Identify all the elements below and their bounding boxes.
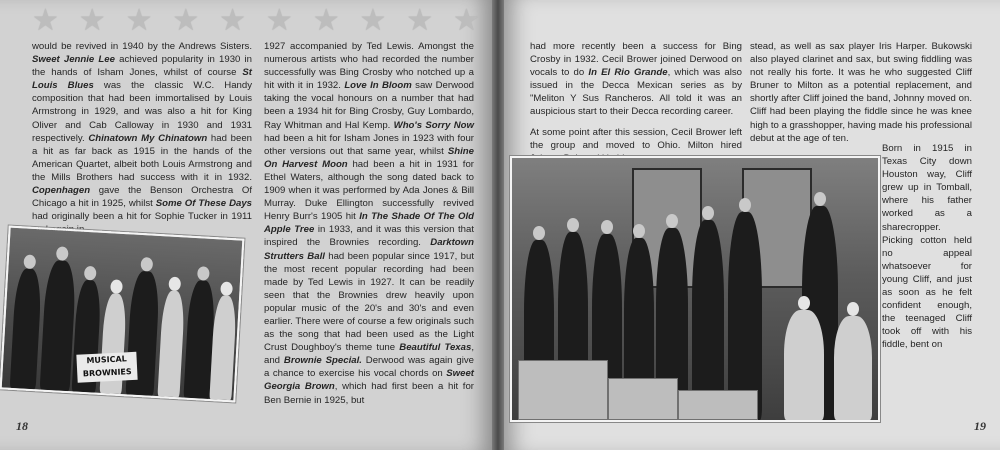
band-photo-musical-brownies [0,226,244,403]
text-run: gave the Benson Orchestra Of Chicago a hit in 1925, whilst [32,185,252,210]
song-title: In El Rio Grande [588,67,668,79]
paragraph [750,40,972,145]
text-run: had been popular since 1917, but the most recent popular recording had been made by Ted Lewis in 1927. It can be readily seen that the Brownies drew heavily upon popular music of the 20's and 30's and even earlier. There were of course a few originals such as the song that had been used as the Light Crust Doughboy's theme tune [264,250,474,354]
right-column-2 [750,40,972,152]
star-icon: ★ [406,3,434,38]
star-icon: ★ [125,3,153,38]
page-number-right: 19 [974,419,986,433]
text-run: had originally been a hit for Sophie Tucker in 1911 [32,211,252,223]
paragraph [32,40,252,236]
text-run: Born in 1915 in Texas City down Houston way, Cliff grew up in Tomball, where his father worked as a sharecropper. Picking cotton held no appeal whatsoever for young Cliff, and just as soon as he felt confident enough, the teenaged Cliff took off with his fiddle, bent on [882,143,972,351]
page-number-left: 18 [16,419,28,433]
text-run: , which had first been a hit for Ben Bernie in 1925, but [264,381,475,406]
song-title: St Louis Blues [32,67,252,92]
song-title: Shine On Harvest Moon [264,145,474,170]
text-run: stead, as well as sax player Iris Harper. Bukowski also played clarinet and sax, but swing fiddling was not really his forte. It was he who suggested Cliff Bruner to Milton as a potential replacement, and shortly after Cliff joined the band, Johnny moved on. Cliff had been playing the fiddle since he was knee high to a grasshopper, having made his professional debut at the age of ten. [750,41,972,144]
text-run: was the classic W.C. Handy composition that had been immortalised by Louis Armstrong in 1929, and was also a hit for King Oliver and Cab Calloway in 1930 and 1931 respectively. [32,80,253,144]
song-title: Some Of These Days [155,198,252,210]
text-run: saw Derwood taking the vocal honours on a number that had been a 1934 hit for Bing Crosby, Guy Lombardo, Ray Whitman and Hal Kemp. [264,80,475,131]
text-run: had been a hit in 1931 for Ethel Waters, although the song dated back to 1909 when it was performed by Ada Jones & Bill Murray. Duke Ellington successfully revived Henry Burr's 1905 hit [264,158,474,223]
text-run: would be revived in 1940 by the Andrews Sisters. [32,41,252,52]
star-icon: ★ [172,3,200,38]
text-run: Derwood was again give a chance to exercise his vocal chords on [264,355,474,380]
star-icon: ★ [453,3,480,38]
song-title: Sweet Jennie Lee [32,54,115,66]
song-title: In The Shade Of The Old Apple Tree [264,211,474,236]
song-title: Love In Bloom [344,80,412,92]
star-icon: ★ [359,3,387,38]
song-title: Beautiful Texas [399,342,472,354]
right-column-1 [530,40,742,172]
band-photo-group [510,156,880,422]
text-run: had more recently been a success for Bing Crosby in 1932. Cecil Brower joined Derwood on vocals to do [530,41,742,79]
paragraph [264,40,474,407]
star-icon: ★ [312,3,340,38]
text-run: At some point after this session, Cecil Brower left the group and moved to Ohio. Milton hired [530,126,742,151]
musical-brownies-sign: MUSICAL BROWNIES [76,352,137,383]
song-title: Darktown Strutters Ball [264,237,474,262]
text-run: achieved popularity in 1930 in the hands of Isham Jones, whilst of course [32,54,253,79]
song-title: Copenhagen [32,185,91,197]
star-icon: ★ [32,3,59,38]
text-run: , which was also issued in the Decca Mexican series as by "Meliton Y Sus Rancheros. All told it was an auspicious start to their Decca recording career. [530,67,742,118]
text-run: in 1933, and it was this version that inspired the Brownies recording. [264,224,474,249]
song-title: Who's Sorry Now [393,119,474,131]
star-icon: ★ [219,3,247,38]
text-run: had been a hit as far back as 1915 in the hands of the American Quartet, albeit both Louis Armstrong and the Mills Brothers had success with it in 1932. [32,132,252,183]
right-column-3 [882,142,972,359]
book-gutter [492,0,504,450]
paragraph [882,142,972,352]
left-column-1 [32,40,252,243]
star-icon: ★ [265,3,293,38]
song-title: Brownie Special. [283,355,362,367]
text-run: 1927 accompanied by Ted Lewis. Amongst the numerous artists who had recorded the number successfully was Bing Crosby who notched up a hit with it in 1932. [264,41,474,92]
text-run: , and [264,342,474,367]
song-title: Chinatown My Chinatown [88,132,208,144]
left-column-2 [264,40,474,414]
star-banner [32,4,492,38]
text-run: had been a hit for Isham Jones in 1923 with four other versions out that same year, whilst [264,132,474,157]
song-title: Sweet Georgia Brown [264,368,474,393]
star-icon: ★ [78,3,106,38]
paragraph [530,40,742,119]
